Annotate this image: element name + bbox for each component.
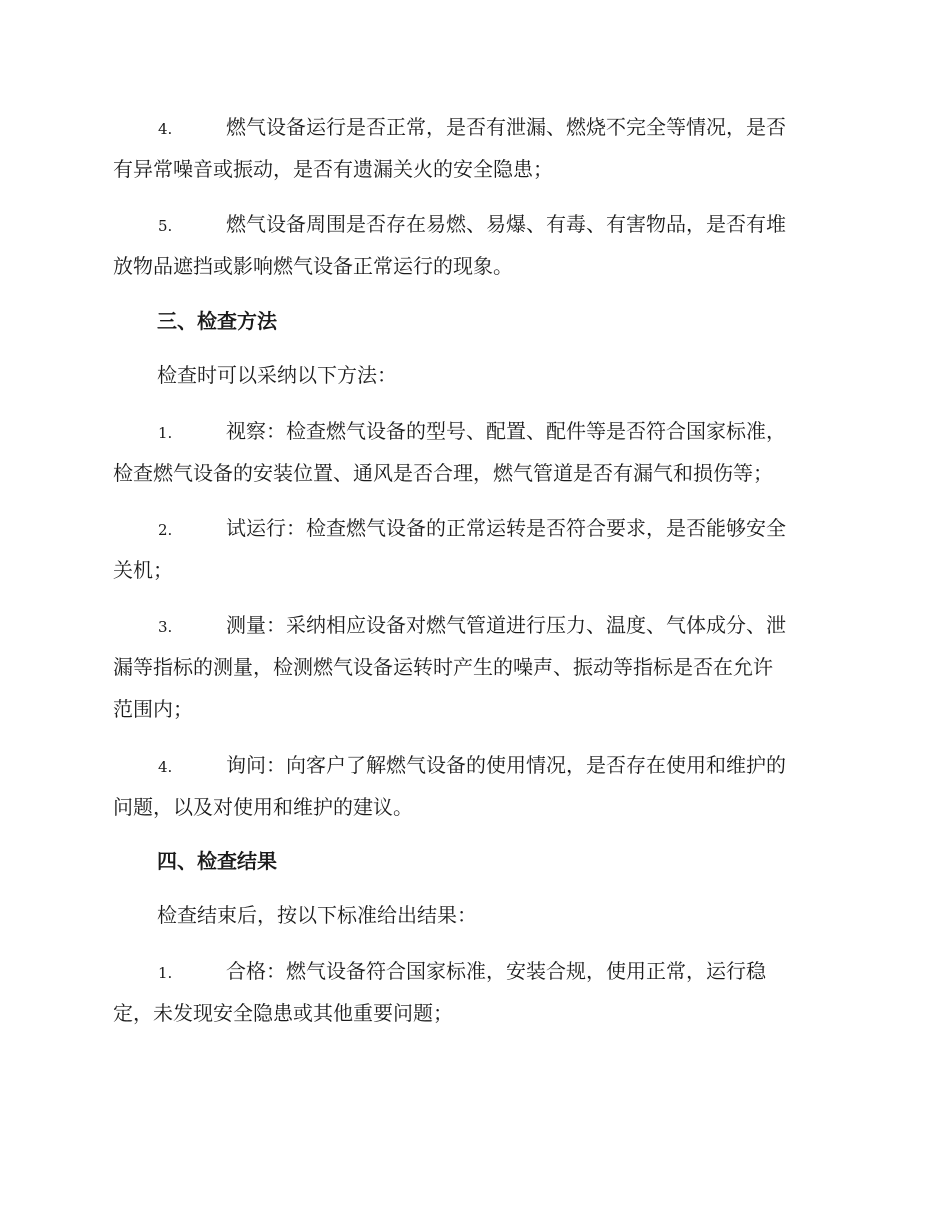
paragraph-text: 范围内； <box>113 697 193 721</box>
list-item <box>113 203 837 287</box>
paragraph-text: 检查时可以采纳以下方法： <box>157 363 397 387</box>
list-number: 3. <box>158 618 173 636</box>
paragraph-text: 定，未发现安全隐患或其他重要问题； <box>113 1001 453 1025</box>
section-title: 四、检查结果 <box>157 849 277 873</box>
list-item <box>113 950 837 1034</box>
list-item <box>113 106 837 190</box>
paragraph-text: 有异常噪音或振动，是否有遗漏关火的安全隐患； <box>113 157 553 181</box>
paragraph-text: 问题，以及对使用和维护的建议。 <box>113 795 413 819</box>
paragraph-text: 测量：采纳相应设备对燃气管道进行压力、温度、气体成分、泄 <box>226 613 786 637</box>
list-item <box>113 410 837 494</box>
paragraph-text: 检查结束后，按以下标准给出结果： <box>157 903 477 927</box>
paragraph-text: 关机； <box>113 558 173 582</box>
section-heading <box>113 840 837 882</box>
list-number: 5. <box>158 217 173 235</box>
section-heading <box>113 300 837 342</box>
paragraph-text: 合格：燃气设备符合国家标准，安装合规，使用正常，运行稳 <box>226 959 766 983</box>
paragraph-text: 燃气设备运行是否正常，是否有泄漏、燃烧不完全等情况，是否 <box>226 115 786 139</box>
paragraph-text: 试运行：检查燃气设备的正常运转是否符合要求，是否能够安全 <box>226 516 786 540</box>
list-number: 1. <box>158 964 173 982</box>
paragraph <box>113 354 837 396</box>
list-number: 4. <box>158 120 173 138</box>
paragraph-text: 漏等指标的测量，检测燃气设备运转时产生的噪声、振动等指标是否在允许 <box>113 655 773 679</box>
list-number: 2. <box>158 521 173 539</box>
paragraph <box>113 894 837 936</box>
list-number: 4. <box>158 758 173 776</box>
paragraph-text: 检查燃气设备的安装位置、通风是否合理，燃气管道是否有漏气和损伤等； <box>113 461 773 485</box>
section-title: 三、检查方法 <box>157 309 277 333</box>
list-item <box>113 507 837 591</box>
paragraph-text: 询问：向客户了解燃气设备的使用情况，是否存在使用和维护的 <box>226 753 786 777</box>
paragraph-text: 视察：检查燃气设备的型号、配置、配件等是否符合国家标准， <box>226 419 786 443</box>
list-number: 1. <box>158 424 173 442</box>
paragraph-text: 燃气设备周围是否存在易燃、易爆、有毒、有害物品，是否有堆 <box>226 212 786 236</box>
list-item <box>113 604 837 730</box>
paragraph-text: 放物品遮挡或影响燃气设备正常运行的现象。 <box>113 254 513 278</box>
list-item <box>113 744 837 828</box>
